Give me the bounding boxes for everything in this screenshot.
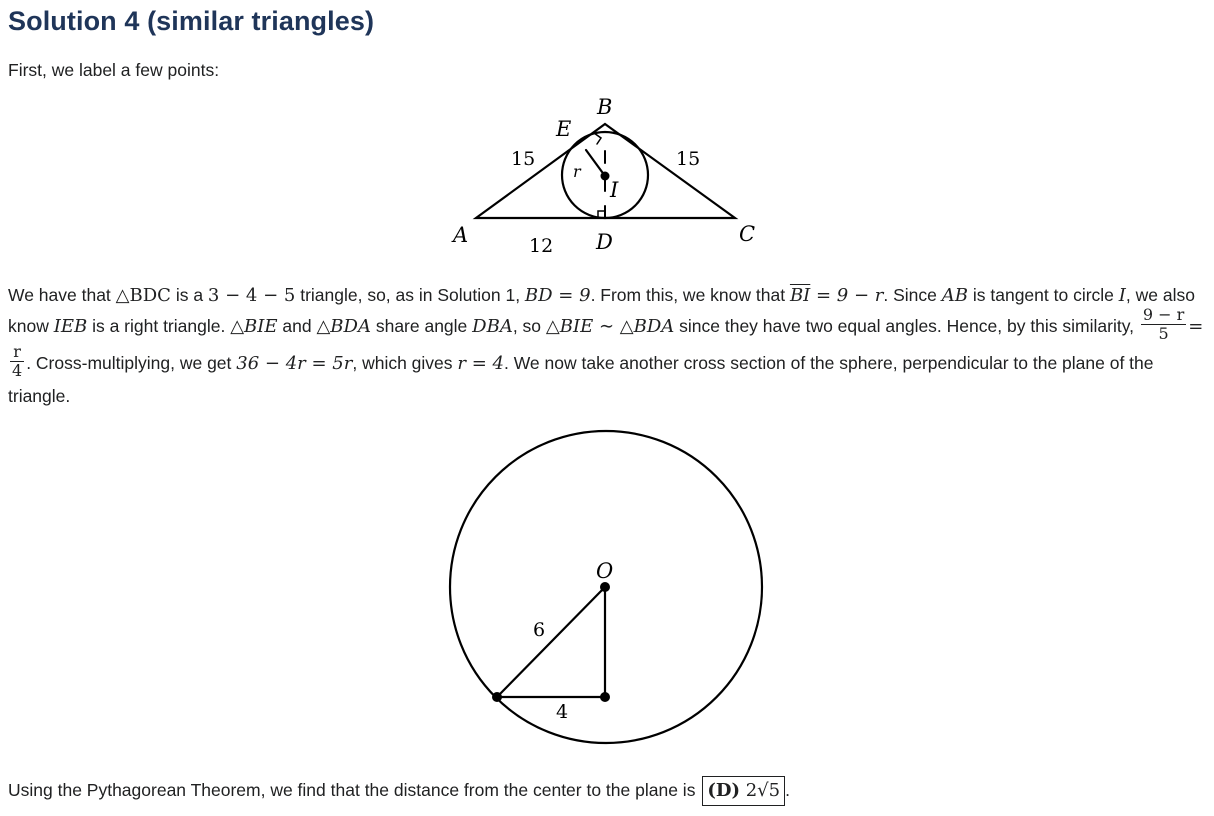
label-d: D xyxy=(596,230,613,254)
reasoning-paragraph: We have that △BDC is a 3 − 4 − 5 triangle, so, as in Solution 1, BD = 9. From this, we know that $\overline{BI} = 9 - r$. Since AB is tangent to circle I, we also know IEB is a right triangle. △BIE and △BDA share angle DBA, so △BIE ∼ △BDA since they have two equal angles. Hence, by this similarity, $\frac{9 - r}{5}$ = $\frac{r}{4}$ . Cross-multiplying, we get 36 − 4r = 5r, which gives r = 4. We now take another cross section of the sphere, perpendicular to the plane of the triangle. xyxy=(8,285,1204,406)
label-e: E xyxy=(556,117,572,141)
length-bc: 15 xyxy=(676,148,701,170)
center-point-o xyxy=(600,582,610,592)
foot-point xyxy=(600,692,610,702)
solution-heading: Solution 4 (similar triangles) xyxy=(8,6,375,36)
intro-text: First, we label a few points: xyxy=(8,60,220,80)
label-b: B xyxy=(597,95,613,119)
label-r: r xyxy=(573,162,581,181)
label-o: O xyxy=(596,559,614,583)
length-ad: 12 xyxy=(529,235,554,257)
fraction-right: $\frac{r}{4}$ xyxy=(12,342,23,380)
label-c: C xyxy=(739,222,756,246)
length-ab: 15 xyxy=(511,148,536,170)
answer-box: (D) 2√5 xyxy=(702,776,785,806)
tangent-point-left xyxy=(492,692,502,702)
length-hyp: 6 xyxy=(533,619,546,641)
conclusion-text: Using the Pythagorean Theorem, we find that the distance from the center to the plane is (D) 2√5 . xyxy=(8,776,790,806)
label-i: I xyxy=(610,178,619,202)
hypotenuse-line xyxy=(497,587,605,697)
length-base: 4 xyxy=(556,701,569,723)
label-a: A xyxy=(453,223,469,247)
fraction-left: $\frac{9 - r}{5}$ xyxy=(1142,305,1185,343)
